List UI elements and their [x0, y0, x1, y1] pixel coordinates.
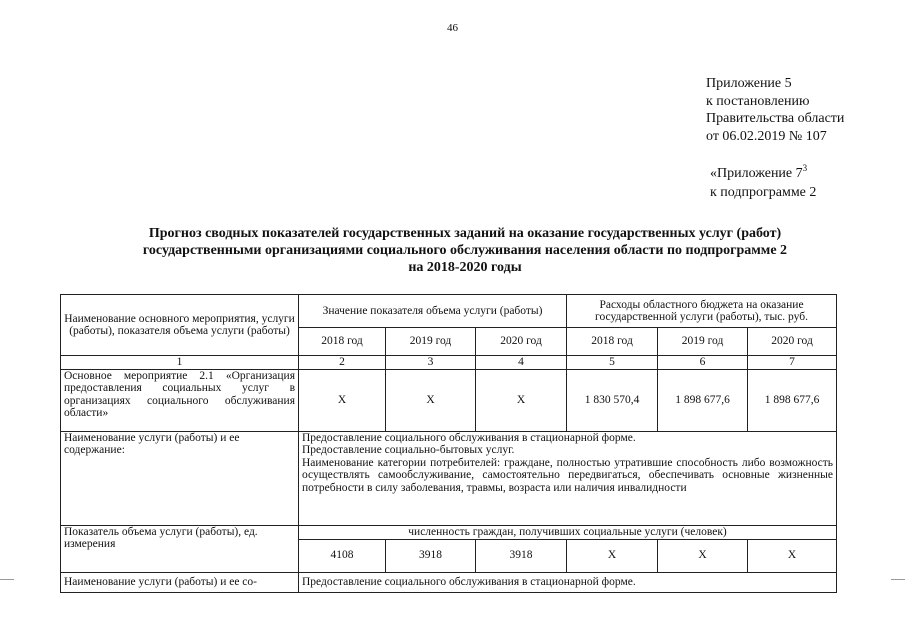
service-description-line: Наименование категории потребителей: граждане, полностью утратившие способность либо возможность осуществлять самообслуживание, самостоятельно передвигаться, обеспечивать основные жизненные потребности в силу заболевания, травмы, возраста или наличия инвалидности	[302, 456, 834, 494]
table-row	[61, 431, 837, 525]
edge-mark	[891, 579, 905, 580]
volume-value: Х	[299, 369, 386, 431]
subprogram-appendix-line-1	[710, 164, 816, 183]
appendix-line: Приложение 5	[706, 76, 792, 91]
title-line: на 2018-2020 годы	[408, 260, 522, 275]
header-year: 2019 год	[386, 328, 476, 356]
header-name-column: Наименование основного мероприятия, услуги (работы), показателя объема услуги (работы)	[61, 295, 299, 356]
subprogram-appendix-superscript: 3	[802, 163, 808, 173]
header-year: 2020 год	[476, 328, 567, 356]
appendix-line: к постановлению	[706, 93, 810, 109]
column-number: 3	[386, 356, 476, 370]
expense-value: 1 898 677,6	[658, 369, 748, 431]
header-year: 2018 год	[299, 328, 386, 356]
column-number: 1	[61, 356, 299, 370]
column-number: 2	[299, 356, 386, 370]
volume-value: Х	[476, 369, 567, 431]
title-line: Прогноз сводных показателей государственных заданий на оказание государственных услуг (работ)	[148, 226, 782, 241]
appendix-block	[706, 75, 844, 145]
table-row	[61, 572, 837, 592]
main-activity-name: Основное мероприятие 2.1 «Организация предоставления социальных услуг в организациях социального обслуживания области»	[61, 369, 299, 431]
header-year: 2020 год	[748, 328, 837, 356]
header-year: 2019 год	[658, 328, 748, 356]
forecast-table	[60, 294, 837, 593]
service2-description: Предоставление социального обслуживания в стационарной форме.	[299, 572, 837, 592]
indicator-value: Х	[658, 539, 748, 572]
table-row	[61, 525, 837, 539]
indicator-name: Показатель объема услуги (работы), ед. измерения	[61, 525, 299, 572]
column-number: 5	[567, 356, 658, 370]
indicator-value: 3918	[476, 539, 567, 572]
edge-mark	[0, 579, 14, 580]
header-expense-group: Расходы областного бюджета на оказание государственной услуги (работы), тыс. руб.	[567, 295, 837, 328]
column-number: 6	[658, 356, 748, 370]
column-number: 7	[748, 356, 837, 370]
indicator-value: Х	[748, 539, 837, 572]
subprogram-appendix-line-2: к подпрограмме 2	[710, 185, 817, 200]
service-description-line: Предоставление социально-бытовых услуг.	[302, 444, 515, 456]
title-line: государственными организациями социального обслуживания населения области по подпрограмме 2	[142, 243, 788, 258]
header-volume-group: Значение показателя объема услуги (работы)	[299, 295, 567, 328]
service-description	[299, 431, 837, 525]
indicator-value: 4108	[299, 539, 386, 572]
indicator-value: 3918	[386, 539, 476, 572]
header-year: 2018 год	[567, 328, 658, 356]
service-description-line: Предоставление социального обслуживания в стационарной форме.	[302, 431, 636, 444]
document-title	[60, 225, 870, 276]
page-number: 46	[447, 22, 458, 34]
subprogram-appendix-block	[710, 164, 816, 202]
expense-value: 1 898 677,6	[748, 369, 837, 431]
expense-value: 1 830 570,4	[567, 369, 658, 431]
appendix-line: от 06.02.2019 № 107	[706, 128, 827, 144]
service-name-label: Наименование услуги (работы) и ее содержание:	[61, 431, 299, 525]
volume-value: Х	[386, 369, 476, 431]
table-row	[61, 369, 837, 431]
appendix-line: Правительства области	[706, 111, 845, 126]
column-number: 4	[476, 356, 567, 370]
indicator-unit: численность граждан, получивших социальные услуги (человек)	[299, 525, 837, 539]
service2-name-label: Наименование услуги (работы) и ее со-	[61, 572, 299, 592]
subprogram-appendix-title: «Приложение 7	[710, 166, 803, 181]
indicator-value: Х	[567, 539, 658, 572]
